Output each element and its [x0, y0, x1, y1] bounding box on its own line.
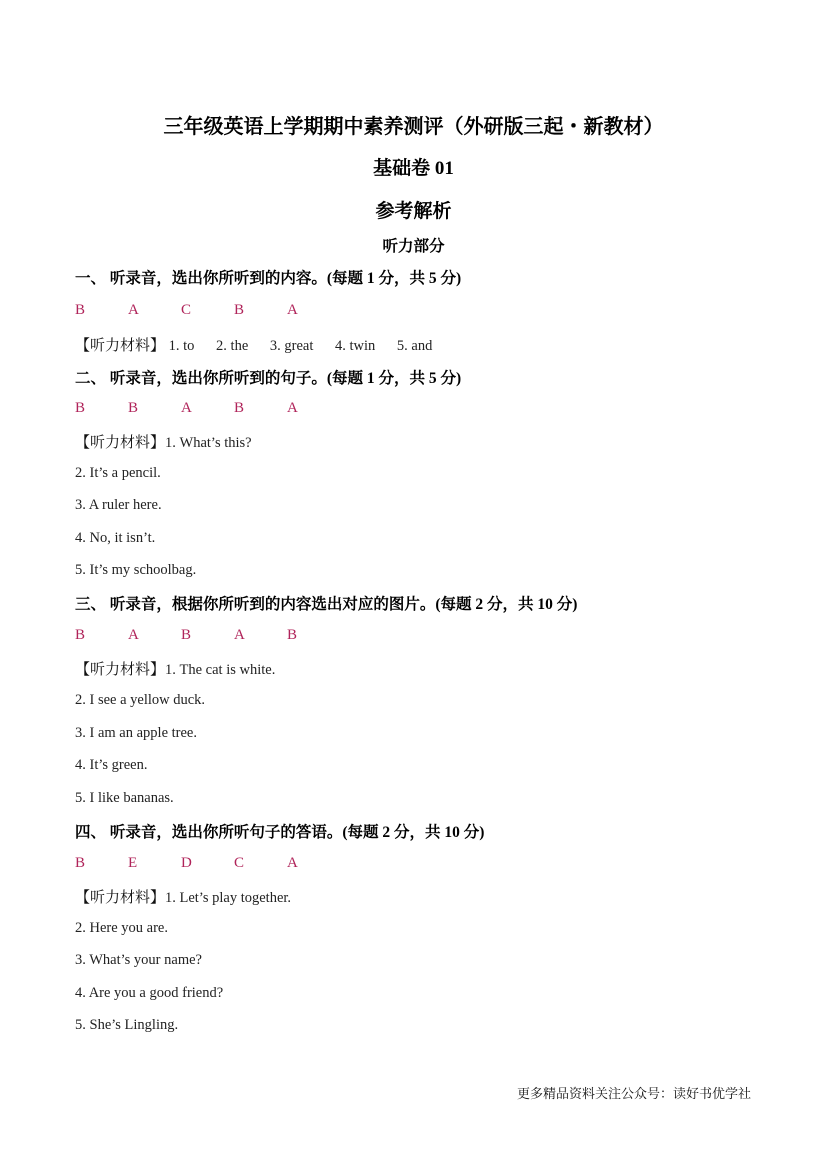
material-line: 3. I am an apple tree.	[75, 725, 197, 741]
material-item: 2. the	[216, 338, 249, 354]
material-line: 5. She’s Lingling.	[75, 1017, 179, 1033]
answer-item: A	[287, 855, 298, 871]
material-item: 1. What’s this?	[165, 435, 252, 451]
answer-row-3	[75, 627, 340, 644]
answer-item: B	[128, 400, 139, 416]
answer-item: B	[75, 302, 86, 318]
material-line: 2. I see a yellow duck.	[75, 692, 206, 708]
material-item: 1. to	[168, 338, 195, 354]
answer-item: A	[287, 400, 298, 416]
answer-item: B	[234, 302, 245, 318]
material-item: 5. and	[396, 338, 433, 354]
material-line-1	[75, 334, 450, 355]
material-item: 1. Let’s play together.	[165, 890, 292, 906]
material-line: 3. What’s your name?	[75, 952, 202, 968]
answer-key-heading: 参考解析	[375, 201, 452, 222]
material-line: 4. Are you a good friend?	[75, 985, 224, 1001]
answer-item: C	[234, 855, 245, 871]
material-line: 4. It’s green.	[75, 757, 148, 773]
answer-item: C	[181, 302, 192, 318]
document-subtitle: 基础卷 01	[373, 158, 454, 179]
material-label: 【听力材料】	[75, 435, 166, 451]
material-label: 【听力材料】	[75, 890, 166, 906]
answer-item: A	[128, 627, 139, 643]
answer-item: D	[181, 855, 192, 871]
answer-item: B	[287, 627, 298, 643]
question-heading-3: 三、 听录音，根据你所听到的内容选出对应的图片。(每题 2 分，共 10 分)	[75, 596, 578, 613]
material-line: 2. It’s a pencil.	[75, 465, 161, 481]
answer-item: A	[181, 400, 192, 416]
question-heading-2: 二、 听录音，选出你所听到的句子。(每题 1 分，共 5 分)	[75, 370, 462, 387]
question-heading-1: 一、 听录音，选出你所听到的内容。(每题 1 分，共 5 分)	[75, 270, 462, 287]
material-line-2	[75, 431, 252, 452]
part-heading: 听力部分	[382, 238, 445, 255]
footer-note: 更多精品资料关注公众号：读好书优学社	[516, 1087, 751, 1102]
material-item: 3. great	[269, 338, 314, 354]
material-line: 2. Here you are.	[75, 920, 168, 936]
answer-row-4	[75, 855, 340, 872]
answer-row-2	[75, 400, 340, 417]
material-item: 4. twin	[335, 338, 376, 354]
material-item: 1. The cat is white.	[165, 662, 276, 678]
answer-item: B	[75, 627, 86, 643]
answer-row-1	[75, 302, 340, 319]
answer-item: B	[75, 400, 86, 416]
answer-item: B	[75, 855, 86, 871]
material-line-3	[75, 658, 275, 679]
answer-item: A	[128, 302, 139, 318]
material-line: 4. No, it isn’t.	[75, 530, 156, 546]
document-title: 三年级英语上学期期中素养测评（外研版三起・新教材）	[163, 116, 664, 138]
answer-item: A	[234, 627, 245, 643]
answer-item: B	[234, 400, 245, 416]
material-label: 【听力材料】	[75, 338, 166, 354]
material-line-4	[75, 886, 291, 907]
material-label: 【听力材料】	[75, 662, 166, 678]
answer-item: B	[181, 627, 192, 643]
material-line: 3. A ruler here.	[75, 497, 162, 513]
material-line: 5. It’s my schoolbag.	[75, 562, 197, 578]
material-line: 5. I like bananas.	[75, 790, 174, 806]
question-heading-4: 四、 听录音，选出你所听句子的答语。(每题 2 分，共 10 分)	[75, 824, 485, 841]
answer-item: A	[287, 302, 298, 318]
answer-item: E	[128, 855, 138, 871]
